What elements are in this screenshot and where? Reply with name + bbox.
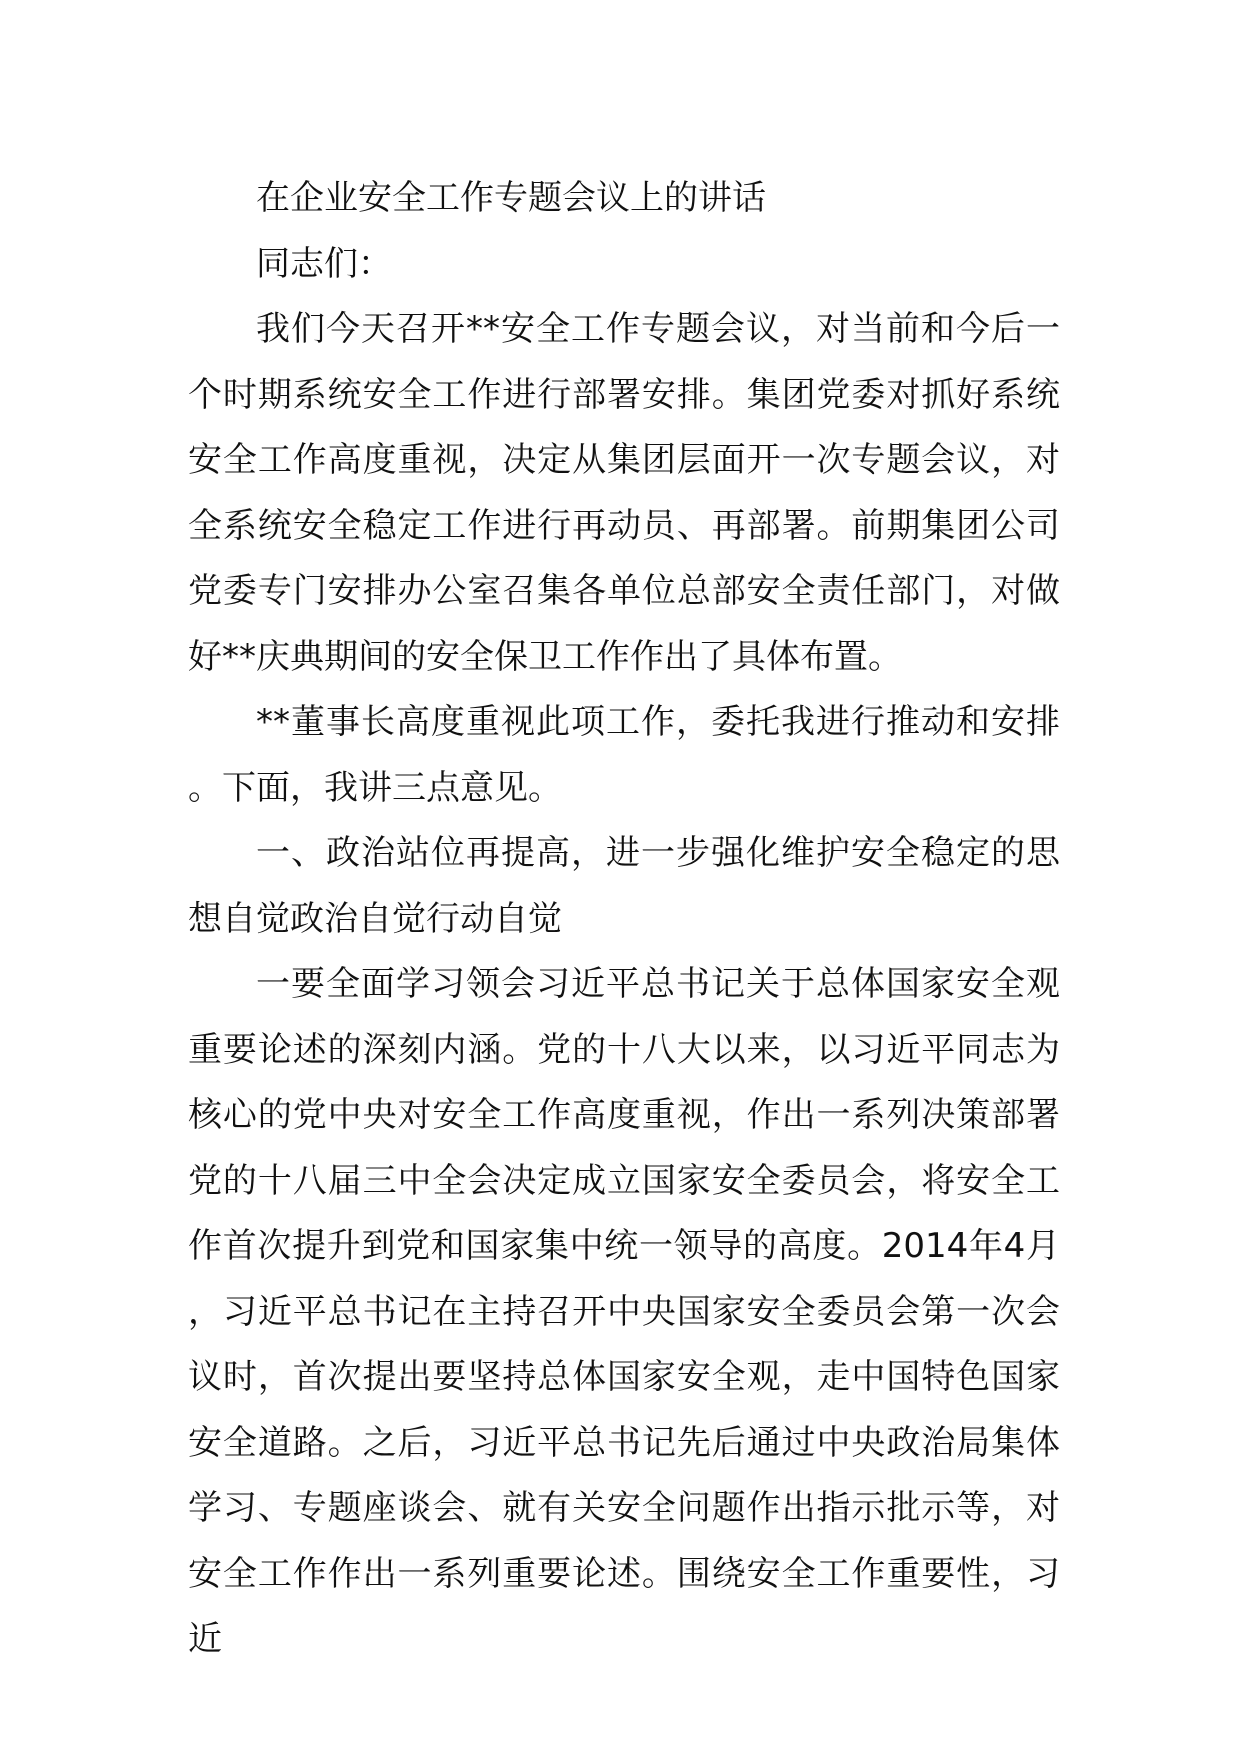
- salutation: 同志们：: [256, 243, 392, 284]
- paragraph-chairman: **董事长高度重视此项工作，委托我进行推动和安排。下面，我讲三点意见。: [188, 702, 1060, 808]
- section-heading-one: 一、政治站位再提高，进一步强化维护安全稳定的思想自觉政治自觉行动自觉: [188, 833, 1060, 939]
- document-body: [188, 166, 1060, 1673]
- paragraph-study: 一要全面学习领会习近平总书记关于总体国家安全观重要论述的深刻内涵。党的十八大以来，以习近平同志为核心的党中央对安全工作高度重视，作出一系列决策部署党的十八届三中全会决定成立国家安全委员会，将安全工作首次提升到党和国家集中统一领导的高度。2014年4月，习近平总书记在主持召开中央国家安全委员会第一次会议时，首次提出要坚持总体国家安全观，走中国特色国家安全道路。之后，习近平总书记先后通过中央政治局集体学习、专题座谈会、就有关安全问题作出指示批示等，对安全工作作出一系列重要论述。围绕安全工作重要性，习近: [188, 964, 1060, 1659]
- paragraph-intro: 我们今天召开**安全工作专题会议，对当前和今后一个时期系统安全工作进行部署安排。集团党委对抓好系统安全工作高度重视，决定从集团层面开一次专题会议，对全系统安全稳定工作进行再动员、再部署。前期集团公司党委专门安排办公室召集各单位总部安全责任部门，对做好**庆典期间的安全保卫工作作出了具体布置。: [188, 309, 1060, 677]
- document-title: 在企业安全工作专题会议上的讲话: [256, 178, 766, 218]
